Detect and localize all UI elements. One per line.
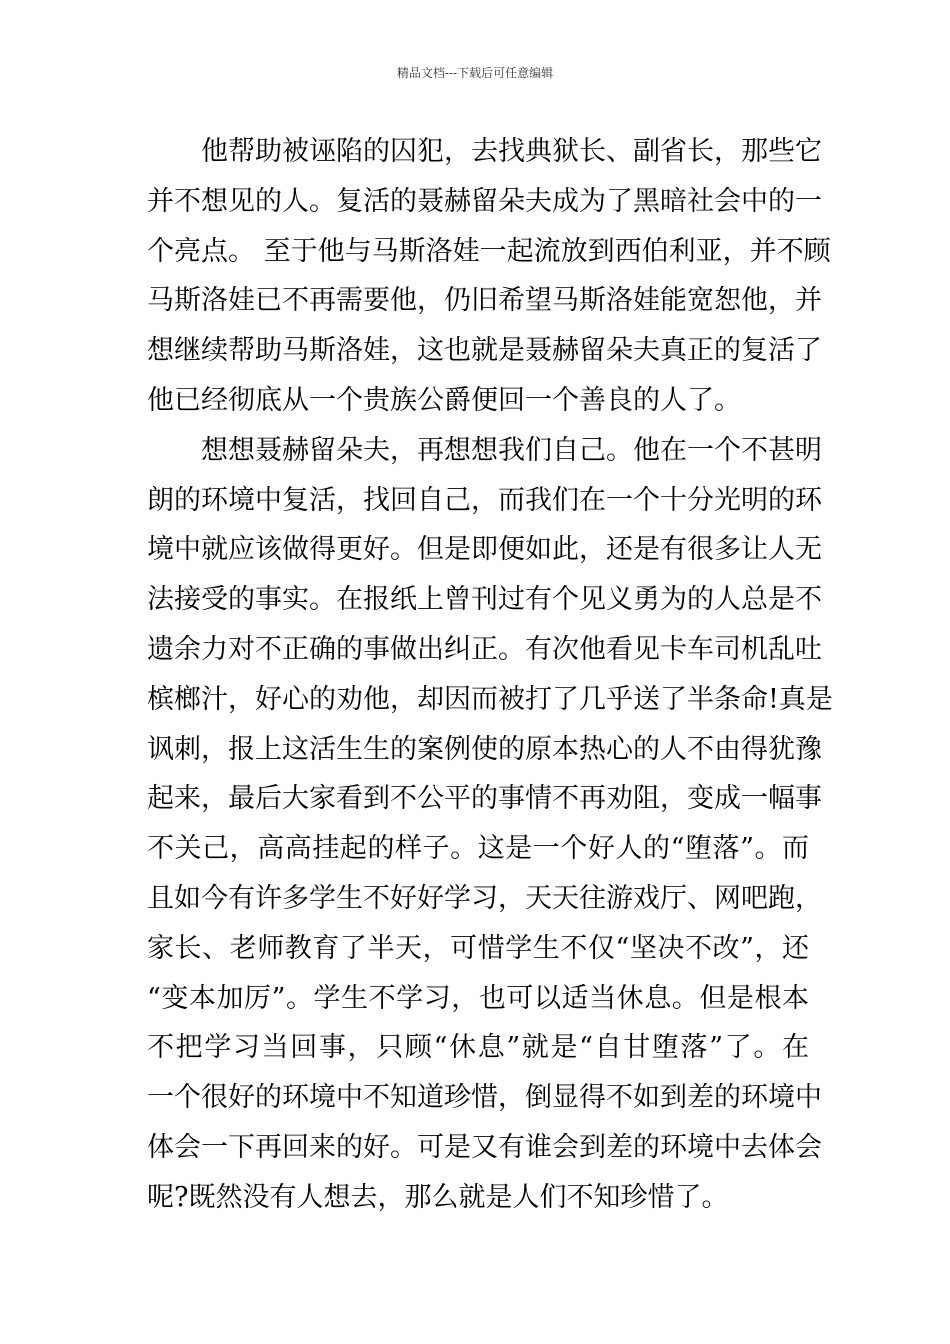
text-line: “变本加厉”。学生不学习，也可以适当休息。但是根本: [147, 982, 809, 1014]
text-line: 个亮点。 至于他与马斯洛娃一起流放到西伯利亚，并不顾: [147, 235, 831, 267]
text-line: 想想聂赫留朵夫，再想想我们自己。他在一个不甚明: [201, 434, 822, 466]
paragraph-2: [147, 426, 833, 1223]
text-line: 讽刺，报上这活生生的案例使的原本热心的人不由得犹豫: [147, 733, 822, 765]
text-line: 体会一下再回来的好。可是又有谁会到差的环境中去体会: [147, 1131, 822, 1163]
text-line: 不把学习当回事，只顾“休息”就是“自甘堕落”了。在: [147, 1032, 809, 1064]
page-header: 精品文档---下载后可任意编辑: [396, 66, 554, 80]
text-line: 法接受的事实。在报纸上曾刊过有个见义勇为的人总是不: [147, 584, 822, 616]
text-line: 他已经彻底从一个贵族公爵便回一个善良的人了。: [147, 384, 741, 416]
text-line: 想继续帮助马斯洛娃，这也就是聂赫留朵夫真正的复活了: [147, 335, 822, 367]
text-line: 起来，最后大家看到不公平的事情不再劝阻，变成一幅事: [147, 783, 822, 815]
document-body: [147, 127, 833, 1223]
text-line: 且如今有许多学生不好好学习，天天往游戏厅、网吧跑，: [147, 882, 822, 914]
text-line: 朗的环境中复活，找回自己，而我们在一个十分光明的环: [147, 484, 822, 516]
text-line: 遗余力对不正确的事做出纠正。有次他看见卡车司机乱吐: [147, 633, 822, 665]
text-line: 马斯洛娃已不再需要他，仍旧希望马斯洛娃能宽恕他，并: [147, 285, 822, 317]
paragraph-1: [147, 127, 831, 426]
text-line: 境中就应该做得更好。但是即便如此，还是有很多让人无: [147, 534, 822, 566]
text-line: 呢?既然没有人想去，那么就是人们不知珍惜了。: [147, 1181, 729, 1213]
text-line: 并不想见的人。复活的聂赫留朵夫成为了黑暗社会中的一: [147, 185, 822, 217]
text-line: 家长、老师教育了半天，可惜学生不仅“坚决不改”，还: [147, 932, 809, 964]
text-line: 不关己，高高挂起的样子。这是一个好人的“堕落”。而: [147, 833, 809, 865]
text-line: 他帮助被诬陷的囚犯，去找典狱长、副省长，那些它: [201, 136, 822, 167]
text-line: 一个很好的环境中不知道珍惜，倒显得不如到差的环境中: [147, 1082, 822, 1114]
text-line: 槟榔汁，好心的劝他，却因而被打了几乎送了半条命!真是: [147, 683, 833, 715]
